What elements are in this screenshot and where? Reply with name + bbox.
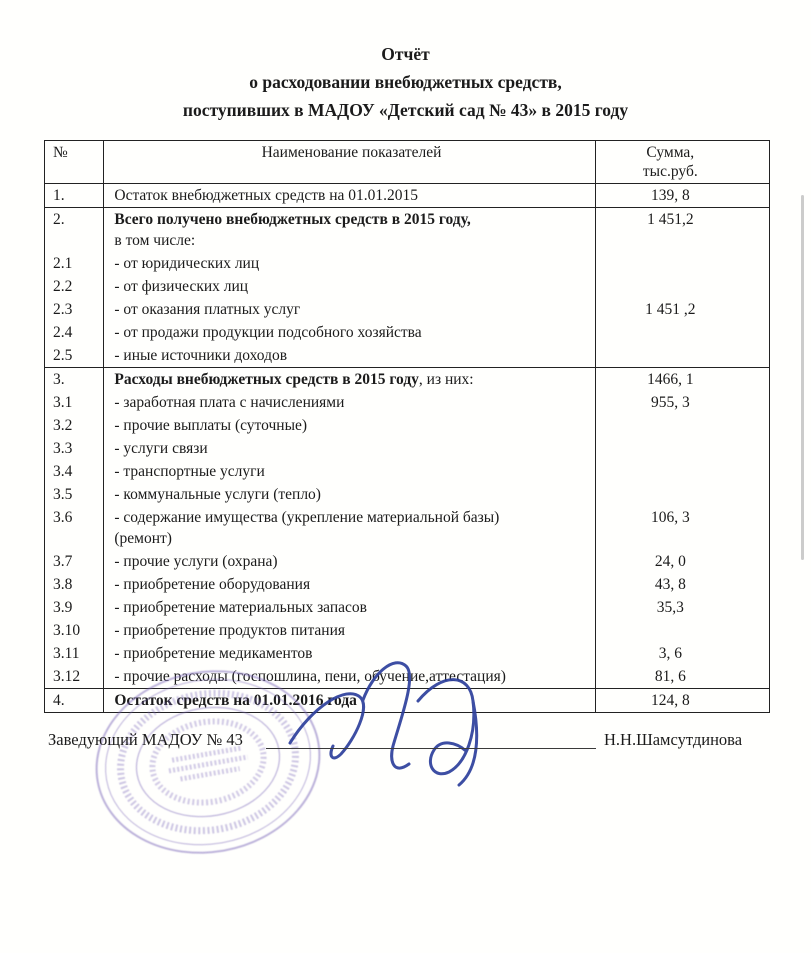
row-value: 43, 8 — [595, 573, 769, 596]
header-row — [45, 141, 770, 184]
row-name: Расходы внебюджетных средств в 2015 году, из них: — [104, 368, 595, 392]
row-name: - от юридических лиц — [104, 252, 595, 275]
row-value: 124, 8 — [595, 689, 769, 713]
header-num: № — [45, 141, 104, 184]
row-num: 1. — [45, 184, 104, 208]
row-num: 3.8 — [45, 573, 104, 596]
row-value: 81, 6 — [595, 665, 769, 689]
row-num: 3.1 — [45, 391, 104, 414]
table-row — [45, 506, 770, 550]
row-name: Всего получено внебюджетных средств в 2015 году, в том числе: — [104, 208, 595, 253]
row-name: - коммунальные услуги (тепло) — [104, 483, 595, 506]
table-row — [45, 184, 770, 208]
table-row — [45, 437, 770, 460]
header-name: Наименование показателей — [104, 141, 595, 184]
row-value: 1 451 ,2 — [595, 298, 769, 321]
report-table-body — [45, 184, 770, 713]
report-table — [44, 140, 770, 713]
row-value: 955, 3 — [595, 391, 769, 414]
signature-line — [266, 748, 596, 749]
row-value — [595, 619, 769, 642]
row-num: 3.3 — [45, 437, 104, 460]
header-sum — [595, 141, 769, 184]
row-num: 3.2 — [45, 414, 104, 437]
row-name: - прочие расходы (госпошлина, пени, обучение,аттестация) — [104, 665, 595, 689]
row-name: - содержание имущества (укрепление материальной базы) (ремонт) — [104, 506, 595, 550]
row-name: - услуги связи — [104, 437, 595, 460]
row-num: 3.12 — [45, 665, 104, 689]
row-num: 3.9 — [45, 596, 104, 619]
table-row — [45, 483, 770, 506]
row-num: 3. — [45, 368, 104, 392]
row-num: 2.1 — [45, 252, 104, 275]
row-num: 2.4 — [45, 321, 104, 344]
row-value — [595, 437, 769, 460]
row-num: 2.5 — [45, 344, 104, 368]
table-row — [45, 596, 770, 619]
row-value: 1 451,2 — [595, 208, 769, 253]
row-value — [595, 252, 769, 275]
position-label: Заведующий МАДОУ № 43 — [48, 730, 243, 749]
header-sum-line1: Сумма, — [646, 144, 695, 161]
row-name: - приобретение оборудования — [104, 573, 595, 596]
row-value: 1466, 1 — [595, 368, 769, 392]
table-row — [45, 550, 770, 573]
title-line-1: Отчёт — [381, 44, 430, 64]
row-value — [595, 275, 769, 298]
row-name: - от физических лиц — [104, 275, 595, 298]
row-value — [595, 414, 769, 437]
row-name: Остаток внебюджетных средств на 01.01.2015 — [104, 184, 595, 208]
table-row — [45, 391, 770, 414]
table-row — [45, 573, 770, 596]
document-title — [0, 40, 811, 124]
table-row — [45, 460, 770, 483]
row-name: - транспортные услуги — [104, 460, 595, 483]
row-name: - иные источники доходов — [104, 344, 595, 368]
scan-edge-artifact — [801, 195, 804, 560]
table-row — [45, 414, 770, 437]
row-num: 3.5 — [45, 483, 104, 506]
row-value — [595, 460, 769, 483]
row-value: 3, 6 — [595, 642, 769, 665]
row-value — [595, 344, 769, 368]
row-num: 2.2 — [45, 275, 104, 298]
row-name: - приобретение материальных запасов — [104, 596, 595, 619]
row-name: - прочие выплаты (суточные) — [104, 414, 595, 437]
title-line-3: поступивших в МАДОУ «Детский сад № 43» в 2015 году — [182, 100, 629, 120]
row-num: 2. — [45, 208, 104, 253]
table-row — [45, 368, 770, 392]
row-value — [595, 483, 769, 506]
table-row — [45, 208, 770, 253]
row-num: 4. — [45, 689, 104, 713]
row-name: - приобретение медикаментов — [104, 642, 595, 665]
row-num: 3.10 — [45, 619, 104, 642]
row-num: 3.7 — [45, 550, 104, 573]
row-num: 2.3 — [45, 298, 104, 321]
row-num: 3.6 — [45, 506, 104, 550]
row-name: - приобретение продуктов питания — [104, 619, 595, 642]
table-row — [45, 252, 770, 275]
row-value: 139, 8 — [595, 184, 769, 208]
row-name: - прочие услуги (охрана) — [104, 550, 595, 573]
table-row — [45, 275, 770, 298]
row-value: 24, 0 — [595, 550, 769, 573]
row-value: 35,3 — [595, 596, 769, 619]
row-name: Остаток средств на 01.01.2016 года — [104, 689, 595, 713]
header-sum-line2: тыс.руб. — [642, 163, 698, 180]
title-line-2: о расходовании внебюджетных средств, — [249, 72, 562, 92]
report-table-header — [45, 141, 770, 184]
table-row — [45, 298, 770, 321]
row-value — [595, 321, 769, 344]
table-row — [45, 344, 770, 368]
row-name: - от оказания платных услуг — [104, 298, 595, 321]
row-name: - от продажи продукции подсобного хозяйства — [104, 321, 595, 344]
row-num: 3.4 — [45, 460, 104, 483]
signatory-name: Н.Н.Шамсутдинова — [604, 730, 743, 749]
row-name: - заработная плата с начислениями — [104, 391, 595, 414]
table-row — [45, 619, 770, 642]
table-row — [45, 321, 770, 344]
row-num: 3.11 — [45, 642, 104, 665]
row-value: 106, 3 — [595, 506, 769, 550]
signature-block — [48, 722, 763, 762]
